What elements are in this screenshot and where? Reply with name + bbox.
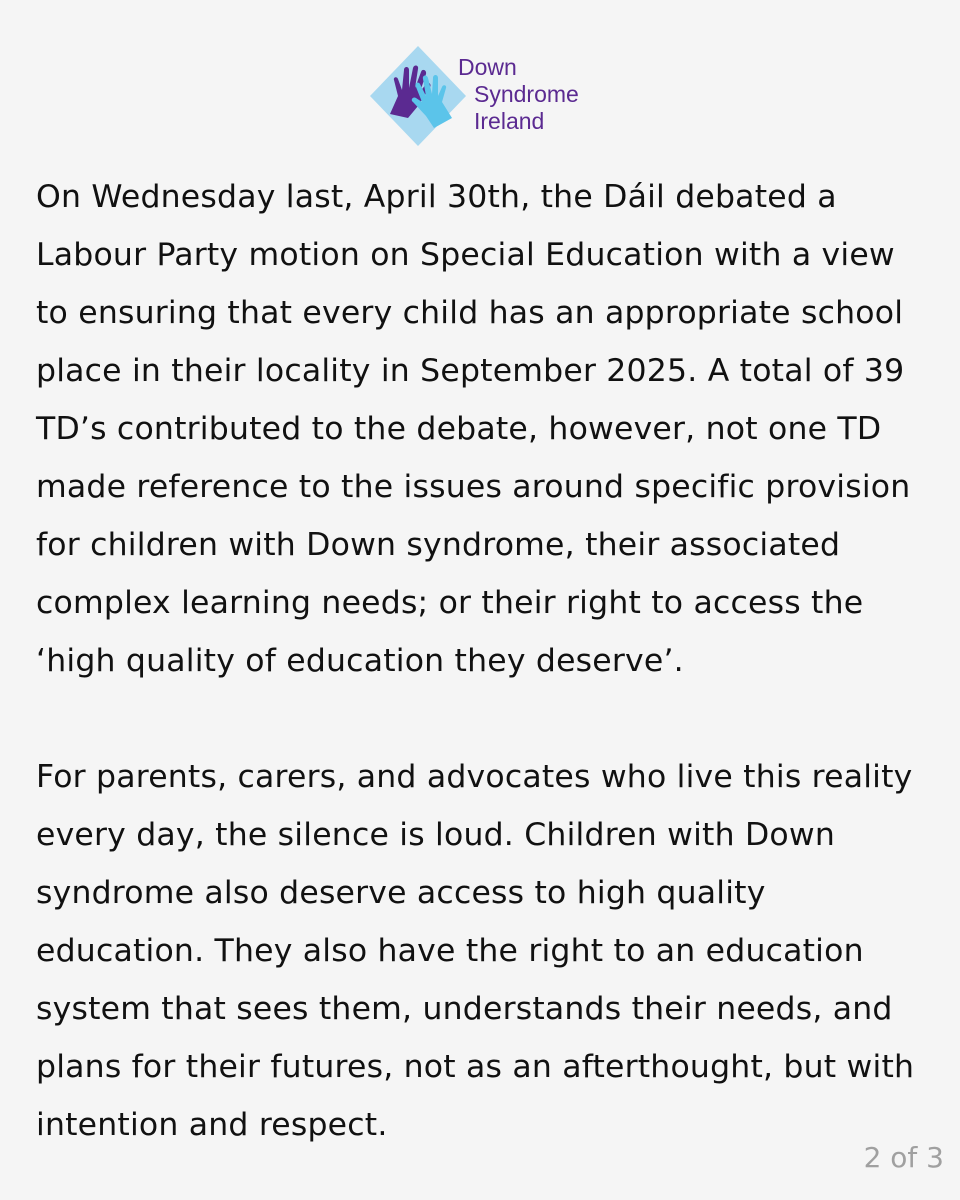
logo [368, 44, 608, 148]
paragraph-2: For parents, carers, and advocates who live this reality every day, the silence is loud. Children with Down syndrome also deserve access to high quality education. They also have the right to an education system that sees them, understands their needs, and plans for their futures, not as an afterthought, but with intention and respect. [36, 759, 915, 1143]
paragraph-1: On Wednesday last, April 30th, the Dáil debated a Labour Party motion on Special Education with a view to ensuring that every child has an appropriate school place in their locality in September 2025. A total of 39 TD’s contributed to the debate, however, not one TD made reference to the issues around specific provision for children with Down syndrome, their associated complex learning needs; or their right to access the ‘high quality of education they deserve’. [36, 179, 911, 679]
page-indicator: 2 of 3 [863, 1141, 944, 1174]
article-body [36, 168, 936, 1154]
logo-text-syndrome: Syndrome [474, 81, 579, 107]
logo-text-ireland: Ireland [474, 108, 545, 134]
hands-diamond-icon [368, 44, 468, 148]
logo-text-down: Down [458, 54, 517, 80]
logo-wordmark [456, 54, 579, 135]
